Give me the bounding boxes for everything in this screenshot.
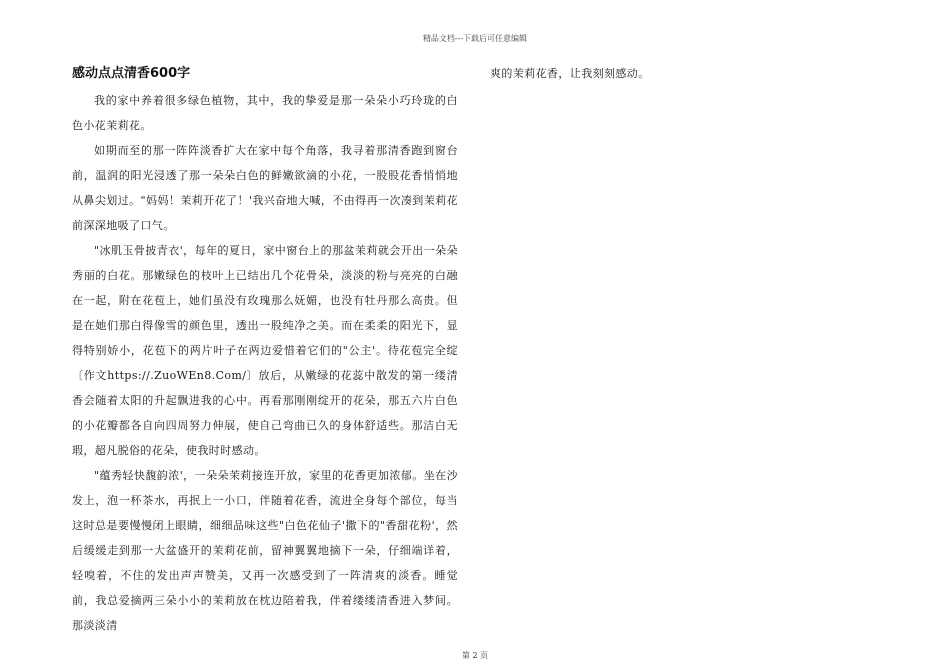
paragraph-continuation: 爽的茉莉花香，让我刻刻感动。 (490, 67, 650, 80)
left-column (72, 63, 458, 638)
article-title: 感动点点清香600字 (72, 66, 191, 81)
right-column (490, 63, 876, 85)
paragraph-2: 如期而至的那一阵阵淡香扩大在家中每个角落，我寻着那清香跑到窗台前，温润的阳光浸透了那一朵朵白色的鲜嫩欲滴的小花，一股股花香悄悄地从鼻尖划过。"妈妈！茉莉开花了！'我兴奋地大喊，不由得再一次凑到茉莉花前深深地吸了口气。 (72, 144, 458, 232)
page-header: 精品文档---下载后可任意编辑 (422, 34, 528, 43)
paragraph-1: 我的家中养着很多绿色植物，其中，我的挚爱是那一朵朵小巧玲珑的白色小花茉莉花。 (72, 94, 458, 132)
paragraph-4: "蕴秀轻快馥韵浓'，一朵朵茉莉接连开放，家里的花香更加浓郁。坐在沙发上，泡一杯茶水，再抿上一小口，伴随着花香，流进全身每个部位，每当这时总是要慢慢闭上眼睛，细细品味这些"白色花仙子'撒下的"香甜花粉'，然后缓缓走到那一大盆盛开的茉莉花前，留神翼翼地摘下一朵，仔细端详着，轻嗅着，不住的发出声声赞美，又再一次感受到了一阵清爽的淡香。睡觉前，我总爱摘两三朵小小的茉莉放在枕边陪着我，伴着缕缕清香进入梦间。那淡淡清 (72, 469, 458, 632)
page-number: 第 2 页 (461, 651, 489, 660)
paragraph-3: "冰肌玉骨披青衣'，每年的夏日，家中窗台上的那盆茉莉就会开出一朵朵秀丽的白花。那嫩绿色的枝叶上已结出几个花骨朵，淡淡的粉与亮亮的白融在一起，附在花苞上，她们虽没有玫瑰那么妩媚，也没有牡丹那么高贵。但是在她们那白得像雪的颜色里，透出一股纯净之美。而在柔柔的阳光下，显得特别娇小，花苞下的两片叶子在两边爱惜着它们的"公主'。待花苞完全绽〔作文https://.ZuoWEn8.Com/〕放后，从嫩绿的花蕊中散发的第一缕清香会随着太阳的升起飘进我的心中。再看那刚刚绽开的花朵，那五六片白色的小花瓣都各自向四周努力伸展，使自己弯曲已久的身体舒适些。那洁白无瑕，超凡脱俗的花朵，使我时时感动。 (72, 244, 458, 457)
